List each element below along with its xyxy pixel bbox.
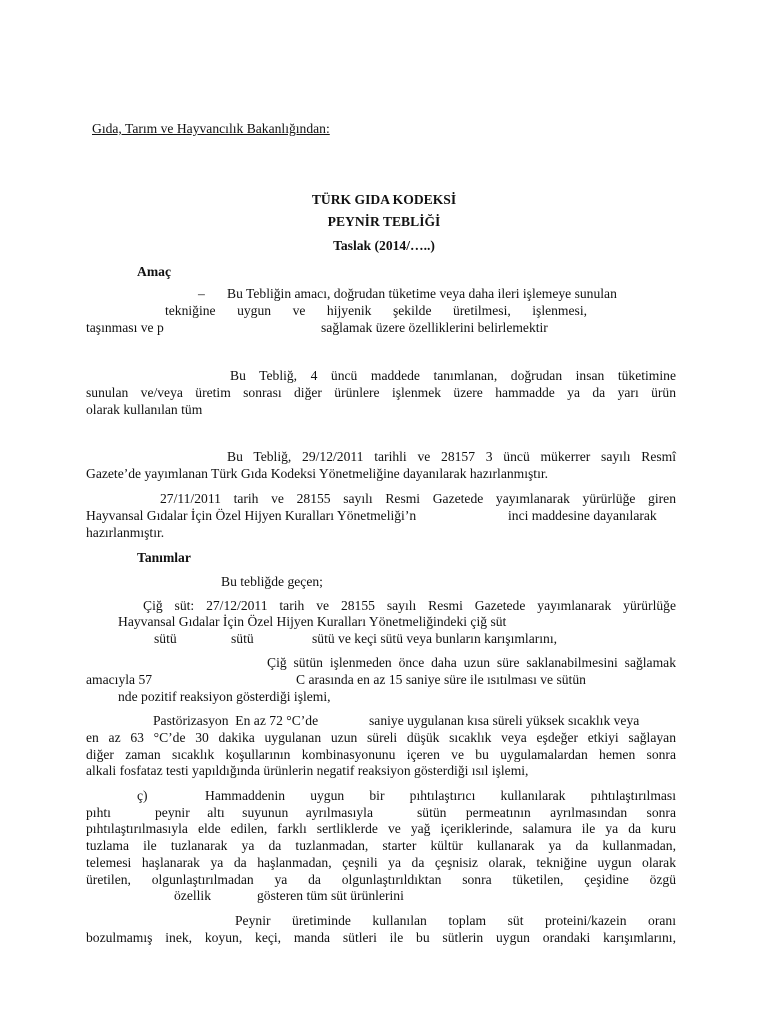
definition-cheese: gösteren tüm süt ürünlerini <box>257 888 404 903</box>
definition-cheese: peynir altı suyunun ayrılmasıyla <box>155 805 373 820</box>
definitions-intro: Bu tebliğde geçen; <box>221 574 323 589</box>
basis-line: Bu Tebliğ, 29/12/2011 tarihli ve 28157 3 üncü mükerrer sayılı Resmî <box>227 449 676 464</box>
definition-cheese: telemesi haşlanarak ya da haşlanmadan, çeşnili ya da çeşnisiz olarak, tekniğine uygun olarak <box>86 855 676 870</box>
definition-pasteurization: alkali fosfataz testi yapıldığında ürünlerin negatif reaksiyon gösterdiği ısıl işlemi, <box>86 763 529 778</box>
title-draft: Taslak (2014/…..) <box>333 238 435 253</box>
amac-line: taşınması ve p <box>86 320 164 335</box>
amac-dash: – <box>198 286 205 301</box>
definition-cheese: sütün permeatının ayrılmasından sonra <box>417 805 676 820</box>
title-codex: TÜRK GIDA KODEKSİ <box>311 192 457 207</box>
definition-raw-milk: Çiğ süt: 27/12/2011 tarih ve 28155 sayılı Resmi Gazetede yayımlanarak yürürlüğe <box>143 598 676 613</box>
definition-pasteurization: saniye uygulanan kısa süreli yüksek sıcaklık veya <box>369 713 640 728</box>
definition-cheese: pıhtılaştırılmasıyla elde edilen, farklı sertliklerde ve yağ içeriklerinde, salamura ile ya da kuru <box>86 821 676 836</box>
definition-thermization: Çiğ sütün işlenmeden önce daha uzun süre saklanabilmesini sağlamak <box>267 655 676 670</box>
scope-line: Bu Tebliğ, 4 üncü maddede tanımlanan, doğrudan insan tüketimine <box>230 368 676 383</box>
definition-pasteurization: en az 63 °C’de 30 dakika uygulanan uzun süreli düşük sıcaklık veya eşdeğer etkiyi sağlayan <box>86 730 676 745</box>
amac-line: Bu Tebliğin amacı, doğrudan tüketime veya daha ileri işlemeye sunulan <box>227 286 617 301</box>
scope-line: olarak kullanılan tüm <box>86 402 203 417</box>
definition-raw-milk: sütü <box>154 631 177 646</box>
amac-line: sağlamak üzere özelliklerini belirlemektir <box>321 320 548 335</box>
definition-cheese: tuzlama ile tuzlanarak ya da tuzlanmadan, starter kültür kullanarak ya da kullanmadan, <box>86 838 676 853</box>
definition-raw-milk: sütü ve keçi sütü veya bunların karışımlarını, <box>312 631 558 646</box>
basis-line: Hayvansal Gıdalar İçin Özel Hijyen Kuralları Yönetmeliği’n <box>86 508 417 523</box>
basis-line: hazırlanmıştır. <box>86 525 165 540</box>
definition-thermization: nde pozitif reaksiyon gösterdiği işlemi, <box>118 689 331 704</box>
ministry-header: Gıda, Tarım ve Hayvancılık Bakanlığından: <box>92 121 330 136</box>
definition-pasteurization: diğer zaman sıcaklık koşullarının kombinasyonunu içeren ve bu uygulamalardan hemen sonra <box>86 747 676 762</box>
section-heading-amac: Amaç <box>137 264 171 279</box>
definition-cheese: özellik <box>174 888 211 903</box>
definition-raw-milk: Hayvansal Gıdalar İçin Özel Hijyen Kuralları Yönetmeliğindeki çiğ süt <box>118 614 507 629</box>
definition-protein: bozulmamış inek, koyun, keçi, manda sütleri ile bu sütlerin uygun orandaki karışımlarını, <box>86 930 676 945</box>
basis-line: Gazete’de yayımlanan Türk Gıda Kodeksi Yönetmeliğine dayanılarak hazırlanmıştır. <box>86 466 549 481</box>
definition-cheese: ç) <box>137 788 148 803</box>
section-heading-tanimlar: Tanımlar <box>137 550 191 565</box>
title-regulation: PEYNİR TEBLİĞİ <box>327 214 441 229</box>
definition-thermization: amacıyla 57 <box>86 672 153 687</box>
definition-protein: Peynir üretiminde kullanılan toplam süt proteini/kazein oranı <box>235 913 676 928</box>
definition-cheese: üretilen, olgunlaştırılmadan ya da olgunlaştırıldıktan sonra tüketilen, çeşidine özgü <box>86 872 676 887</box>
basis-line: inci maddesine dayanılarak <box>508 508 657 523</box>
definition-raw-milk: sütü <box>231 631 254 646</box>
basis-line: 27/11/2011 tarih ve 28155 sayılı Resmi Gazetede yayımlanarak yürürlüğe giren <box>160 491 676 506</box>
definition-pasteurization: Pastörizasyon En az 72 °C’de <box>153 713 319 728</box>
definition-cheese: Hammaddenin uygun bir pıhtılaştırıcı kullanılarak pıhtılaştırılması <box>205 788 676 803</box>
amac-line: tekniğine uygun ve hijyenik şekilde üretilmesi, işlenmesi, <box>165 303 587 318</box>
scope-line: sunulan ve/veya üretim sonrası diğer ürünlere işlenmek üzere hammadde ya da yarı ürün <box>86 385 676 400</box>
definition-thermization: C arasında en az 15 saniye süre ile ısıtılması ve sütün <box>296 672 586 687</box>
definition-cheese: pıhtı <box>86 805 111 820</box>
